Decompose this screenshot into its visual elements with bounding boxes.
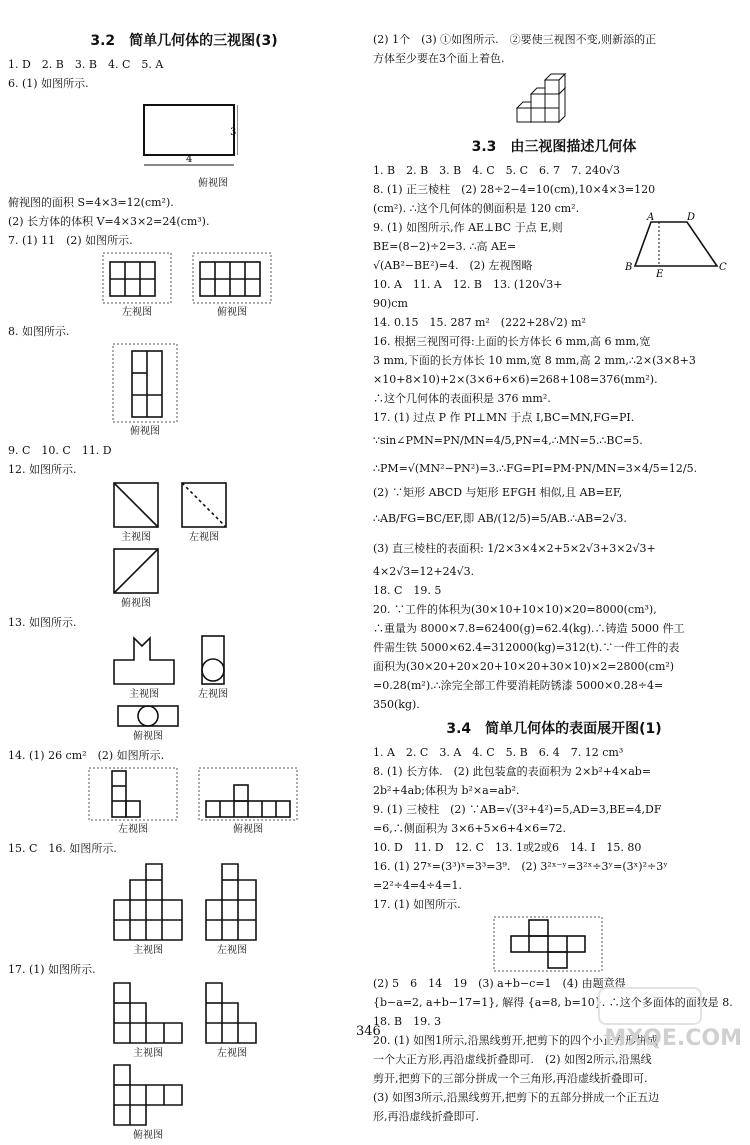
watermark-badge [598, 987, 702, 1025]
answer-line: 1. B 2. B 3. B 4. C 5. C 6. 7 7. 240√3 [373, 164, 621, 177]
answer-line: 9. (1) 如图所示,作 AE⊥BC 于点 E,则 [373, 221, 563, 234]
caption: 左视图 [217, 1048, 247, 1059]
answer-line: 18. B 19. 3 [373, 1015, 442, 1028]
answer-line: 俯视图的面积 S=4×3=12(cm²). [8, 196, 174, 209]
answer-line: 8. 如图所示. [8, 325, 70, 338]
grid-view-figure [102, 252, 172, 304]
answer-line: (2) 5 6 14 19 (3) a+b−c=1 (4) 由题意得 [373, 977, 626, 990]
answer-line: 件需生铁 5000×62.4=312000(kg)=312(t).∵一件工件的表 [373, 641, 680, 654]
answer-line: 17. (1) 过点 P 作 PI⊥MN 于点 I,BC=MN,FG=PI. [373, 411, 635, 424]
square-dashed-diagonal-figure [180, 481, 228, 529]
caption: 主视图 [133, 945, 163, 956]
answer-line: (3) 如图3所示,沿黑线剪开,把剪下的五部分拼成一个正五边 [373, 1091, 660, 1104]
answer-line: ×10+8×10)+2×(3×6+6×6)=268+108=376(mm²). [373, 373, 658, 386]
caption: 左视图 [122, 307, 152, 318]
answer-line: (3) 直三棱柱的表面积: 1/2×3×4×2+5×2√3+3×2√3+ [373, 542, 656, 555]
grid-view-figure [192, 252, 272, 304]
answer-line: =0.28(m²).∴涂完全部工件要消耗防锈漆 5000×0.28÷4= [373, 679, 664, 692]
answer-line: 17. (1) 如图所示. [373, 898, 461, 911]
answer-line: 20. (1) 如图1所示,沿黑线剪开,把剪下的四个小正方形拼成 [373, 1034, 659, 1047]
section-title-3-3: 3.3 由三视图描述几何体 [471, 139, 637, 155]
rect-circle-figure [116, 704, 180, 728]
stacked-squares-figure [112, 1063, 184, 1127]
stacked-squares-figure [112, 981, 184, 1045]
caption: 左视图 [189, 532, 219, 543]
answer-line: ∴重量为 8000×7.8=62400(g)=62.4(kg).∴铸造 5000 件工 [373, 622, 685, 635]
answer-line: BE=(8−2)÷2=3. ∴高 AE= [373, 240, 517, 253]
answer-line: 形,再沿虚线折叠即可. [373, 1110, 479, 1123]
answer-line: 20. ∵工件的体积为(30×10+10×10)×20=8000(cm³), [373, 603, 657, 616]
caption: 左视图 [198, 689, 228, 700]
stacked-squares-figure [204, 860, 260, 942]
answer-line: 9. (1) 三棱柱 (2) ∵AB=√(3²+4²)=5,AD=3,BE=4,DF [373, 803, 662, 816]
square-anti-diagonal-figure [112, 547, 160, 595]
answer-line: ∵sin∠PMN=PN/MN=4/5,PN=4,∴MN=5.∴BC=5. [373, 434, 643, 447]
caption: 俯视图 [133, 731, 163, 742]
figure-q7 [102, 252, 360, 320]
answer-line: 一个大正方形,再沿虚线折叠即可. (2) 如图2所示,沿黑线 [373, 1053, 652, 1066]
t-shape-figure [112, 634, 176, 686]
answer-line: 9. C 10. C 11. D [8, 444, 112, 457]
page-number: 346 [356, 1024, 381, 1039]
grid-view-figure [198, 767, 298, 821]
dim-label-3: 3 [230, 127, 237, 138]
stacked-squares-figure [112, 860, 184, 942]
caption: 左视图 [217, 945, 247, 956]
figure-q12 [112, 481, 360, 545]
figure-q8 [112, 343, 360, 439]
section-title-3-4: 3.4 简单几何体的表面展开图(1) [446, 721, 662, 737]
answer-line: ∴PM=√(MN²−PN²)=3.∴FG=PI=PM·PN/MN=3×4/5=12/5. [373, 462, 698, 475]
answer-line: 15. C 16. 如图所示. [8, 842, 117, 855]
answer-line: 8. (1) 正三棱柱 (2) 28÷2−4=10(cm),10×4×3=120 [373, 183, 656, 196]
answer-line: 14. (1) 26 cm² (2) 如图所示. [8, 749, 165, 762]
answer-line: 面积为(30×20+20×20+10×20+30×10)×2=2800(cm²) [373, 660, 675, 673]
vertex-label-d: D [687, 212, 696, 223]
answer-line: √(AB²−BE²)=4. (2) 左视图略 [373, 259, 533, 272]
answer-line: 3 mm,下面的长方体长 10 mm,宽 8 mm,高 2 mm,∴2×(3×8+3 [373, 354, 696, 367]
left-column [8, 30, 360, 1145]
vertex-label-b: B [625, 262, 633, 273]
answer-line: 10. D 11. D 12. C 13. 1或2或6 14. I 15. 80 [373, 841, 642, 854]
watermark: MXQE.COM [604, 1026, 742, 1051]
answer-line: (cm²). ∴这个几何体的侧面积是 120 cm². [373, 202, 580, 215]
figure-q14 [88, 767, 360, 837]
answer-line: 8. (1) 长方体. (2) 此包装盒的表面积为 2×b²+4×ab= [373, 765, 652, 778]
vertex-label-c: C [719, 262, 727, 273]
answer-line: 剪开,把剪下的三部分拼成一个三角形,再沿虚线折叠即可. [373, 1072, 648, 1085]
caption: 俯视图 [121, 598, 151, 609]
answer-line: (2) ∵矩形 ABCD 与矩形 EFGH 相似,且 AB=EF, [373, 486, 623, 499]
answer-line: 1. A 2. C 3. A 4. C 5. B 6. 4 7. 12 cm³ [373, 746, 624, 759]
stacked-squares-figure [204, 981, 260, 1045]
figure-q16 [112, 860, 360, 958]
caption: 俯视图 [233, 824, 263, 835]
caption: 主视图 [133, 1048, 163, 1059]
figure-q17-top [112, 1063, 360, 1143]
q9-block [373, 212, 735, 313]
vertex-label-e: E [656, 269, 664, 278]
answer-line: 12. 如图所示. [8, 463, 77, 476]
answer-line: 4×2√3=12+24√3. [373, 565, 475, 578]
caption: 俯视图 [130, 426, 160, 437]
answer-line: 7. (1) 11 (2) 如图所示. [8, 234, 133, 247]
caption: 左视图 [118, 824, 148, 835]
section-title-3-2: 3.2 简单几何体的三视图(3) [90, 33, 278, 49]
figure-q13-top [116, 704, 360, 744]
answer-line: 16. (1) 27ˣ=(3³)ˣ=3³=3⁹. (2) 3²ˣ⁻ʸ=3²ˣ÷3ʸ=(3ˣ)²÷3ʸ [373, 860, 668, 873]
figure-q6 [98, 95, 360, 191]
figure-q13 [112, 634, 360, 702]
answer-line: 14. 0.15 15. 287 m² (222+28√2) m² [373, 316, 586, 329]
answer-line: (2) 1个 (3) ①如图所示. ②要使三视图不变,则新添的正 [373, 33, 657, 46]
answer-line: {b−a=2, a+b−17=1}, 解得 {a=8, b=10}. ∴这个多面体的面数是 8. [373, 996, 733, 1009]
answer-line: ∴这个几何体的表面积是 376 mm². [373, 392, 551, 405]
figure-cube-stack [513, 70, 735, 130]
figure-q12-top [112, 547, 360, 611]
cube-stack-figure [513, 70, 579, 130]
square-diagonal-figure [112, 481, 160, 529]
answer-line: 350(kg). [373, 698, 420, 711]
dim-label-4: 4 [186, 154, 193, 165]
caption: 俯视图 [198, 178, 228, 189]
answer-line: 18. C 19. 5 [373, 584, 442, 597]
answer-line: ∴AB/FG=BC/EF,即 AB/(12/5)=5/AB.∴AB=2√3. [373, 512, 627, 525]
cylinder-side-figure [196, 634, 230, 686]
caption: 俯视图 [217, 307, 247, 318]
trapezoid-figure [625, 210, 729, 278]
grid-view-figure [112, 343, 178, 423]
answer-line: 2b²+4ab;体积为 b²×a=ab². [373, 784, 520, 797]
answer-line: (2) 长方体的体积 V=4×3×2=24(cm³). [8, 215, 210, 228]
answer-line: 6. (1) 如图所示. [8, 77, 89, 90]
answer-line: 方体至少要在3个面上着色. [373, 52, 505, 65]
answer-line: =2²÷4=4÷4=1. [373, 879, 462, 892]
answer-line: 17. (1) 如图所示. [8, 963, 96, 976]
caption: 俯视图 [133, 1130, 163, 1141]
vertex-label-a: A [647, 212, 655, 223]
caption: 主视图 [121, 532, 151, 543]
answer-line: 10. A 11. A 12. B 13. (120√3+ [373, 278, 563, 291]
answer-line: 13. 如图所示. [8, 616, 77, 629]
figure-q17 [112, 981, 360, 1061]
caption: 主视图 [129, 689, 159, 700]
right-column [373, 30, 735, 1126]
answer-line: =6,∴侧面积为 3×6+5×6+4×6=72. [373, 822, 566, 835]
figure-net [493, 916, 735, 972]
answer-line: 90)cm [373, 297, 408, 310]
rectangle-top-view-figure [98, 95, 238, 175]
answer-line: 1. D 2. B 3. B 4. C 5. A [8, 58, 164, 71]
grid-view-figure [88, 767, 178, 821]
answer-line: 16. 根据三视图可得:上面的长方体长 6 mm,高 6 mm,宽 [373, 335, 651, 348]
cube-net-figure [493, 916, 603, 972]
